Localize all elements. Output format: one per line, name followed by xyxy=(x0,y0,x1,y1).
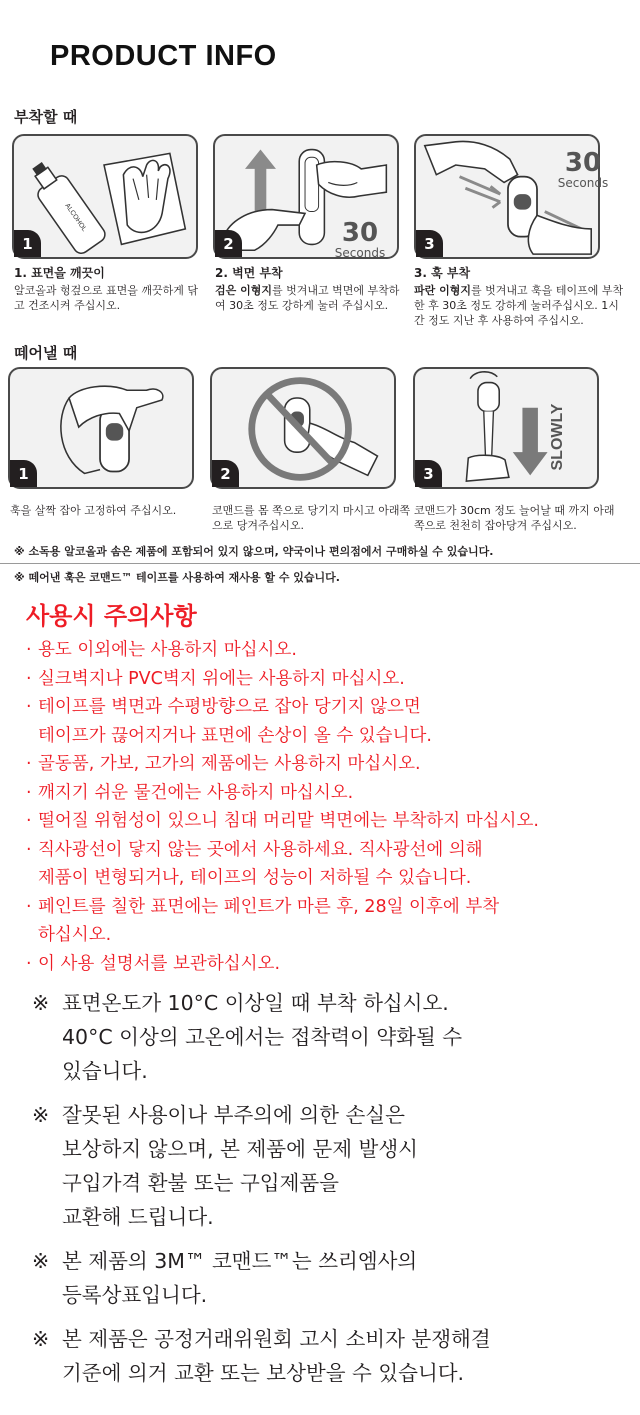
step-heading: 2. 벽면 부착 xyxy=(215,266,283,280)
page-title: PRODUCT INFO xyxy=(50,40,277,72)
caution-item: · 실크벽지나 PVC벽지 위에는 사용하지 마십시오. xyxy=(26,665,626,694)
hold-hook-illustration xyxy=(10,369,192,487)
reference-text: 표면온도가 10°C 이상일 때 부착 하십시오. 40°C 이상의 고온에서는 접착력이 약화될 수 있습니다. xyxy=(62,991,463,1083)
caution-item: · 이 사용 설명서를 보관하십시오. xyxy=(26,950,626,979)
seconds-unit: Seconds xyxy=(334,246,386,260)
reference-text: 본 제품의 3M™ 코맨드™는 쓰리엠사의 등록상표입니다. xyxy=(62,1249,418,1307)
detach-heading: 떼어낼 때 xyxy=(14,344,78,362)
step-heading: 1. 표면을 깨끗이 xyxy=(14,266,105,280)
attach-heading: 부착할 때 xyxy=(14,108,78,126)
seconds-unit: Seconds xyxy=(557,176,609,190)
detach-step-1-illustration xyxy=(8,367,194,489)
attach-step-1-caption xyxy=(14,266,199,313)
detach-step-1-caption: 훅을 살짝 잡아 고정하여 주십시오. xyxy=(10,504,177,517)
seconds-timer-label xyxy=(327,220,393,259)
step-number-badge: 2 xyxy=(215,230,242,257)
do-not-pull-illustration xyxy=(212,369,394,487)
caution-list xyxy=(26,636,626,978)
step-text: 를 벗겨내고 훅을 테이프에 부착한 후 30초 정도 강하게 눌러주십시오. 1시간 정도 지난 후 사용하여 주십시오. xyxy=(414,284,624,327)
note-alcohol: ※ 소독용 알코올과 솜은 제품에 포함되어 있지 않으며, 약국이나 편의점에서 구매하실 수 있습니다. xyxy=(14,545,494,558)
seconds-number: 30 xyxy=(341,218,379,248)
slowly-label xyxy=(547,397,569,477)
step-number-badge: 2 xyxy=(212,460,239,487)
reference-mark: ※ xyxy=(32,991,50,1015)
step-number-badge: 1 xyxy=(14,230,41,257)
step-heading: 3. 훅 부착 xyxy=(414,266,471,280)
reference-mark: ※ xyxy=(32,1327,50,1351)
step-number-badge: 3 xyxy=(416,230,443,257)
step-text: 를 벗겨내고 벽면에 부착하여 30초 정도 강하게 눌러 주십시오. xyxy=(215,284,400,312)
caution-item: · 용도 이외에는 사용하지 마십시오. xyxy=(26,636,626,665)
caution-item: · 페인트를 칠한 표면에는 페인트가 마른 후, 28일 이후에 부착 하십시오. xyxy=(26,893,626,950)
caution-item: · 직사광선이 닿지 않는 곳에서 사용하세요. 직사광선에 의해 제품이 변형되거나, 테이프의 성능이 저하될 수 있습니다. xyxy=(26,836,626,893)
attach-step-3-caption xyxy=(414,266,628,328)
alcohol-bottle-label: ALCOHOL xyxy=(63,202,88,233)
step-bold-text: 검은 이형지 xyxy=(215,284,272,297)
caution-item: · 테이프를 벽면과 수평방향으로 잡아 당기지 않으면 테이프가 끊어지거나 표면에 손상이 올 수 있습니다. xyxy=(26,693,626,750)
step-number-badge: 3 xyxy=(415,460,442,487)
attach-step-2-caption xyxy=(215,266,405,313)
detach-step-3-caption: 코맨드가 30cm 정도 늘어날 때 까지 아래쪽으로 천천히 잡아당겨 주십시오. xyxy=(414,504,615,532)
reference-mark: ※ xyxy=(32,1103,50,1127)
caution-item: · 골동품, 가보, 고가의 제품에는 사용하지 마십시오. xyxy=(26,750,626,779)
reference-mark: ※ xyxy=(32,1249,50,1273)
attach-step-2-illustration xyxy=(213,134,399,259)
detach-step-2-illustration xyxy=(210,367,396,489)
caution-title: 사용시 주의사항 xyxy=(26,602,197,630)
reference-item xyxy=(32,1244,622,1312)
step-text: 알코올과 헝겊으로 표면을 깨끗하게 닦고 건조시켜 주십시오. xyxy=(14,284,199,312)
step-bold-text: 파란 이형지 xyxy=(414,284,471,297)
divider xyxy=(0,563,640,564)
seconds-timer-label xyxy=(550,150,616,189)
clean-surface-illustration xyxy=(14,136,196,257)
step-number-badge: 1 xyxy=(10,460,37,487)
reference-item xyxy=(32,1098,622,1234)
detach-step-2-caption: 코맨드를 몸 쪽으로 당기지 마시고 아래쪽으로 당겨주십시오. xyxy=(212,504,411,532)
seconds-number: 30 xyxy=(564,148,602,178)
reference-text: 본 제품은 공정거래위원회 고시 소비자 분쟁해결 기준에 의거 교환 또는 보상받을 수 있습니다. xyxy=(62,1327,491,1385)
reference-text: 잘못된 사용이나 부주의에 의한 손실은 보상하지 않으며, 본 제품에 문제 발생시 구입가격 환불 또는 구입제품을 교환해 드립니다. xyxy=(62,1103,418,1229)
attach-step-1-illustration xyxy=(12,134,198,259)
attach-step-3-illustration xyxy=(414,134,609,259)
caution-item: · 떨어질 위험성이 있으니 침대 머리맡 벽면에는 부착하지 마십시오. xyxy=(26,807,626,836)
reference-item xyxy=(32,986,622,1088)
caution-item: · 깨지기 쉬운 물건에는 사용하지 마십시오. xyxy=(26,779,626,808)
note-reuse: ※ 떼어낸 훅은 코맨드™ 테이프를 사용하여 재사용 할 수 있습니다. xyxy=(14,571,340,584)
reference-item xyxy=(32,1322,622,1390)
slowly-text: SLOWLY xyxy=(549,403,566,471)
pull-slowly-illustration xyxy=(415,369,597,487)
detach-step-3-illustration xyxy=(413,367,599,489)
reference-list xyxy=(32,986,622,1400)
